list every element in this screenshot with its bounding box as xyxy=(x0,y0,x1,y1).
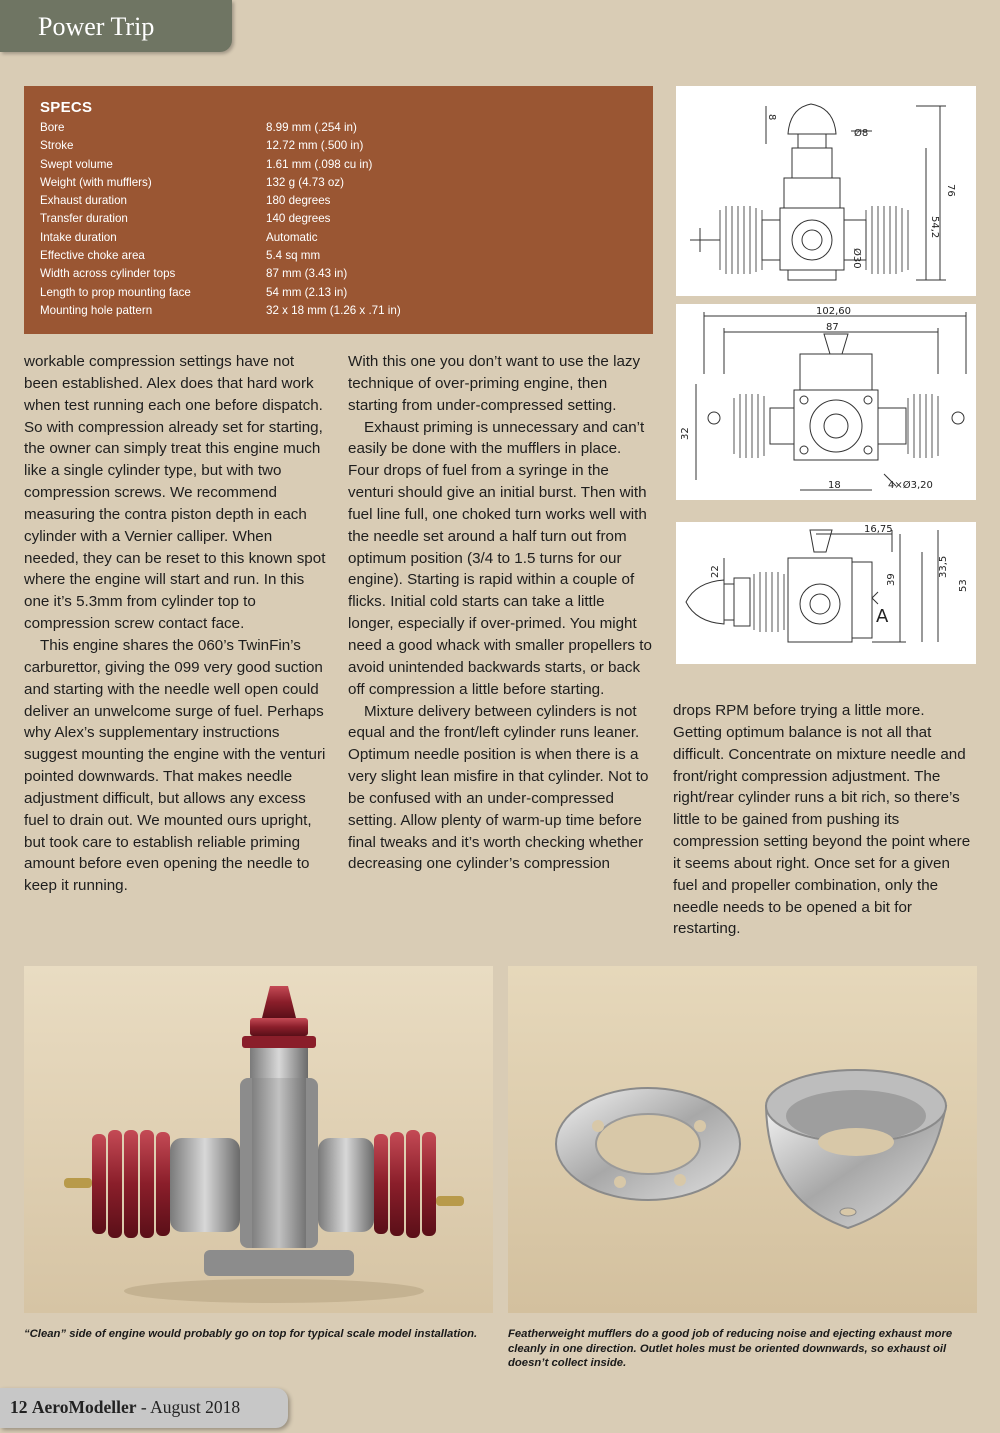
dim-54: 54,2 xyxy=(929,216,940,239)
paragraph: Mixture delivery between cylinders is not equal and the front/left cylinder runs leaner. Optimum needle position is when there is a very slight lean misfire in that cylinder. Not to be confused with an under-compressed setting. Allow plenty of warm-up time before final tweaks and it’s worth checking whether decreasing one cylinder’s compression xyxy=(348,702,649,873)
spec-row: Effective choke area 5.4 sq mm xyxy=(40,249,321,263)
dim-32: 32 xyxy=(680,427,691,440)
spec-row: Width across cylinder tops 87 mm (3.43 in) xyxy=(40,267,348,281)
paragraph: workable compression settings have not been established. Alex does that hard work when test running each one before dispatch. So with compression already set for starting, the owner can simply treat this engine much like a single cylinder type, but with two compression screws. We recommend measuring the contra piston depth in each cylinder with a Vernier calliper. When needed, they can be reset to this known spot where the engine will start and run. In this one it’s 5.3mm from cylinder top to compression screw contact face. xyxy=(24,353,326,633)
page-number: 12 xyxy=(10,1397,28,1417)
dim-102: 102,60 xyxy=(816,306,851,317)
paragraph: This engine shares the 060’s TwinFin’s carburettor, giving the 099 very good suction and starting with the needle well open could deliver an unwelcome surge of fuel. Perhaps why Alex’s supplementary instructions suggest mounting the engine with the venturi pointed downwards. That makes needle adjustment difficult, but allows any excess fuel to drain out. We mounted ours upright, but took care to establish reliable priming amount before even opening the needle to keep it running. xyxy=(24,636,326,895)
section-title: Power Trip xyxy=(38,12,155,41)
section-header-tab xyxy=(0,0,232,52)
engine-drawing-side-view xyxy=(676,522,976,664)
article-column-2 xyxy=(348,351,652,875)
page-footer xyxy=(0,1388,288,1428)
paragraph: With this one you don’t want to use the lazy technique of over-priming engine, then starting from under-compressed setting. xyxy=(348,353,641,414)
dim-87: 87 xyxy=(826,322,839,333)
dim-hole: 4×Ø3,20 xyxy=(888,480,933,491)
paragraph: Exhaust priming is unnecessary and can’t easily be done with the mufflers in place. Four drops of fuel from a syringe in the venturi should give an initial burst. Then with fuel line full, one choked turn works well with the needle set around a half turn out from optimum position (3/4 to 1.5 turns for our engine). Starting is rapid within a couple of flicks. Initial cold starts can take a little longer, especially if over-primed. You might need a good whack with smaller propellers to avoid unintended backwards starts, or back off compression a little before starting. xyxy=(348,418,652,698)
dim-33: 33,5 xyxy=(938,555,949,578)
footer-text xyxy=(10,1397,240,1418)
spec-row: Bore 8.99 mm (.254 in) xyxy=(40,121,357,134)
paragraph: drops RPM before trying a little more. Getting optimum balance is not all that difficult. Concentrate on mixture needle and front/right compression adjustment. The right/rear cylinder runs a bit rich, so there’s little to be gained from pushing its compression setting beyond the point where it seems about right. Once set for a given fuel and propeller combination, only the needle needs to be opened a bit for restarting. xyxy=(673,702,971,938)
spec-row: Intake duration Automatic xyxy=(40,230,318,244)
engine-drawing-front-view xyxy=(676,304,976,500)
dim-18: 18 xyxy=(828,480,841,491)
dim-top: 8 xyxy=(766,114,777,121)
dim-53: 53 xyxy=(958,579,969,592)
spec-row: Stroke 12.72 mm (.500 in) xyxy=(40,139,364,153)
specs-title: SPECS xyxy=(40,99,93,116)
specs-box xyxy=(24,86,653,334)
spec-row: Mounting hole pattern 32 x 18 mm (1.26 x .71 in) xyxy=(40,303,401,317)
dim-39: 39 xyxy=(886,573,897,586)
photo-caption-right: Featherweight mufflers do a good job of reducing noise and ejecting exhaust more cleanly in one direction. Outlet holes must be oriented downwards, so exhaust oil doesn’t collect inside. xyxy=(508,1328,953,1369)
engine-drawing-top-view xyxy=(676,86,976,296)
dim-16: 16,75 xyxy=(864,524,893,535)
spec-row: Swept volume 1.61 mm (.098 cu in) xyxy=(40,157,373,171)
article-column-1 xyxy=(24,351,328,897)
label-a: A xyxy=(876,606,889,627)
issue-date: August 2018 xyxy=(150,1397,241,1417)
dim-76: 76 xyxy=(945,184,956,197)
engine-photo xyxy=(24,966,493,1313)
article-column-3 xyxy=(673,700,977,940)
spec-row: Weight (with mufflers) 132 g (4.73 oz) xyxy=(40,175,344,189)
dim-30: Ø30 xyxy=(851,248,862,269)
spec-row: Exhaust duration 180 degrees xyxy=(40,194,331,208)
dim-diameter: Ø8 xyxy=(854,128,869,139)
photo-caption-left: “Clean” side of engine would probably go on top for typical scale model installation. xyxy=(24,1328,478,1340)
footer-separator: - xyxy=(136,1397,151,1417)
dim-22: 22 xyxy=(710,565,721,578)
magazine-name: AeroModeller xyxy=(31,1397,137,1417)
spec-row: Length to prop mounting face 54 mm (2.13 in) xyxy=(40,285,348,299)
mufflers-photo xyxy=(508,966,977,1313)
spec-row: Transfer duration 140 degrees xyxy=(40,212,331,226)
